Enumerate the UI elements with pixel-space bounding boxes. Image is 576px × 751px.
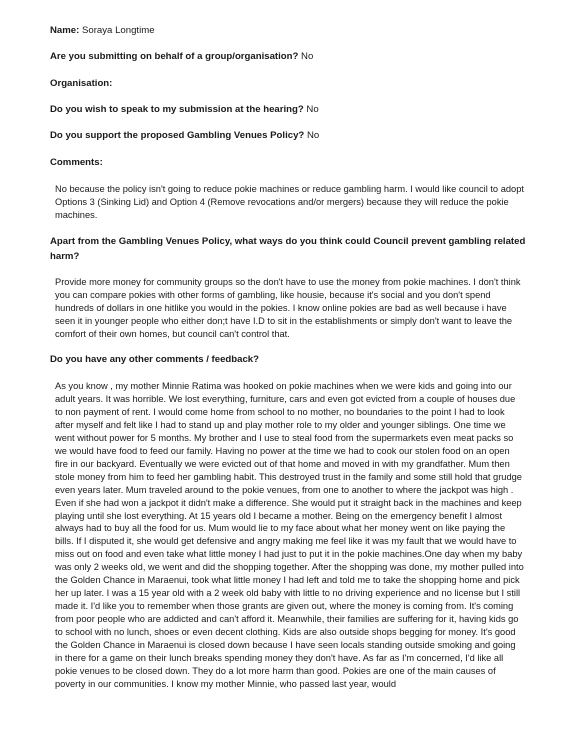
speak-label: Do you wish to speak to my submission at the hearing? bbox=[50, 104, 304, 115]
name-label: Name: bbox=[50, 25, 80, 36]
group-field bbox=[50, 51, 313, 63]
answer-prevent-harm: Provide more money for community groups so the don't have to use the money from pokie machines. I don't think you can compare pokies with other forms of gambling, like housie, because it's social and you don't spend hundreds of dollars in one hitlike you would in the pokies. I know online pokies are bad as well because i have seen it in younger people who either don;t have I.D to sit in the establishments or simply don't want to leave the comfort of their own homes, but council can't control that. bbox=[55, 277, 521, 340]
comments-label: Comments: bbox=[50, 157, 103, 168]
question-other-comments bbox=[50, 354, 259, 366]
speak-value: No bbox=[306, 104, 319, 115]
speak-field bbox=[50, 104, 319, 116]
name-value: Soraya Longtime bbox=[82, 25, 155, 36]
question-prevent-harm: Apart from the Gambling Venues Policy, what ways do you think could Council prevent gambling related harm? bbox=[50, 236, 526, 262]
support-field bbox=[50, 130, 319, 142]
name-field bbox=[50, 25, 155, 37]
organisation-field bbox=[50, 78, 112, 90]
answer-other-comments: As you know , my mother Minnie Ratima was hooked on pokie machines when we were kids and going into our adult years. It was horrible. We lost everything, furniture, cars and even got evicted from a couple of houses due to non payment of rent. I would come home from school to no mother, no boundaries to the point I had to look after myself and felt like I had to stand up and play mother role to my older and younger siblings. One time we went without power for 5 months. My brother and I use to steal food from the supermarkets even meat packs so we would have food to feed our family. Having no power at the time we had to cook our stolen food on an open fire in our backyard. Eventually we were evicted out of that home and moved in with my grandfather. Mum then stole money from him to feed her gambling habit. This destroyed trust in the family and some still hold that grudge even years later. Mum traveled around to the pokie venues, from one to another to where the jackpot was high . Even if she had won a jackpot it didn't make a difference. She would put it straight back in the machines and keep playing until she lost everything. At 15 years old I became a mother. Being on the emergency benefit I almost always had to buy all the food for us. Mum would lie to my face about what her money went on like paying the bills. If I disputed it, she would get defensive and angry making me feel like it was my fault that we would have to miss out on food and even take what little money I had just to put it in the pokie machines.One day when my baby was only 2 weeks old, we went and did the shopping together. After the shopping was done, my mother pulled into the Golden Chance in Maraenui, took what little money I had left and told me to take the shopping home and pick her up later. I was a 15 year old with a 2 week old baby with little to no driving experience and no license but I still made it. I'd like you to remember when those grants are given out, where the money is coming from. It's coming from poor people who are addicted and can't afford it. Meanwhile, their families are suffering for it, having kids go to school with no lunch, shoes or even decent clothing. Kids are also outside shops begging for money. It's good the Golden Chance in Maraenui is closed down because I have seen locals standing outside smoking and going in there for a game on their lunch breaks spending money they don't have. As far as I'm concerned, I'd like all pokie venues to be closed down. They do a lot more harm than good. Pokies are one of the main causes of poverty in our communities. I know my mother Minnie, who passed last year, would bbox=[55, 381, 524, 689]
support-value: No bbox=[306, 130, 320, 141]
organisation-label: Organisation: bbox=[50, 78, 113, 89]
support-label: Do you support the proposed Gambling Venues Policy? bbox=[50, 130, 305, 141]
comments-text: No because the policy isn't going to reduce pokie machines or reduce gambling harm. I would like council to adopt Options 3 (Sinking Lid) and Option 4 (Remove revocations and/or mergers) because they will reduce the pokie machines. bbox=[55, 184, 524, 221]
group-label: Are you submitting on behalf of a group/organisation? bbox=[50, 51, 299, 62]
group-value: No bbox=[301, 51, 314, 62]
comments-field bbox=[50, 157, 103, 169]
question-other-comments-label: Do you have any other comments / feedback? bbox=[50, 354, 259, 365]
